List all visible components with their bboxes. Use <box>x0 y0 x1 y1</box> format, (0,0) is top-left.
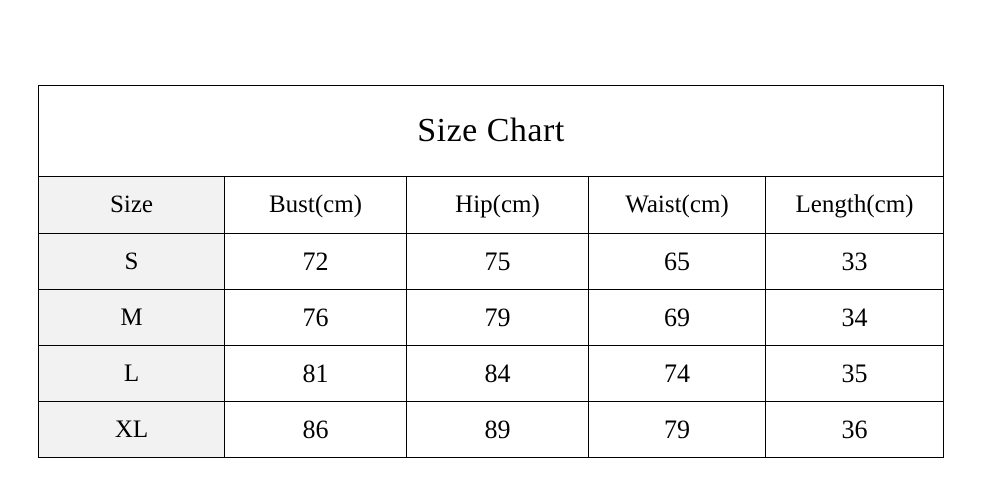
table-row <box>39 290 944 346</box>
chart-title: Size Chart <box>39 86 944 177</box>
cell-waist: 65 <box>589 234 766 290</box>
row-size-label: M <box>39 290 225 346</box>
table-row <box>39 402 944 458</box>
table-row <box>39 346 944 402</box>
table-header-row <box>39 177 944 234</box>
column-header-size: Size <box>39 177 225 234</box>
cell-length: 35 <box>766 346 944 402</box>
row-size-label: S <box>39 234 225 290</box>
column-header-length: Length(cm) <box>766 177 944 234</box>
cell-hip: 84 <box>407 346 589 402</box>
cell-waist: 74 <box>589 346 766 402</box>
cell-bust: 81 <box>225 346 407 402</box>
table-title-row <box>39 86 944 177</box>
column-header-waist: Waist(cm) <box>589 177 766 234</box>
table-row <box>39 234 944 290</box>
column-header-hip: Hip(cm) <box>407 177 589 234</box>
cell-waist: 79 <box>589 402 766 458</box>
column-header-bust: Bust(cm) <box>225 177 407 234</box>
cell-hip: 89 <box>407 402 589 458</box>
cell-hip: 75 <box>407 234 589 290</box>
cell-bust: 72 <box>225 234 407 290</box>
size-chart-table <box>38 85 944 458</box>
cell-bust: 76 <box>225 290 407 346</box>
row-size-label: XL <box>39 402 225 458</box>
cell-length: 34 <box>766 290 944 346</box>
cell-length: 36 <box>766 402 944 458</box>
size-chart-container <box>38 85 943 458</box>
cell-length: 33 <box>766 234 944 290</box>
cell-waist: 69 <box>589 290 766 346</box>
cell-bust: 86 <box>225 402 407 458</box>
row-size-label: L <box>39 346 225 402</box>
cell-hip: 79 <box>407 290 589 346</box>
